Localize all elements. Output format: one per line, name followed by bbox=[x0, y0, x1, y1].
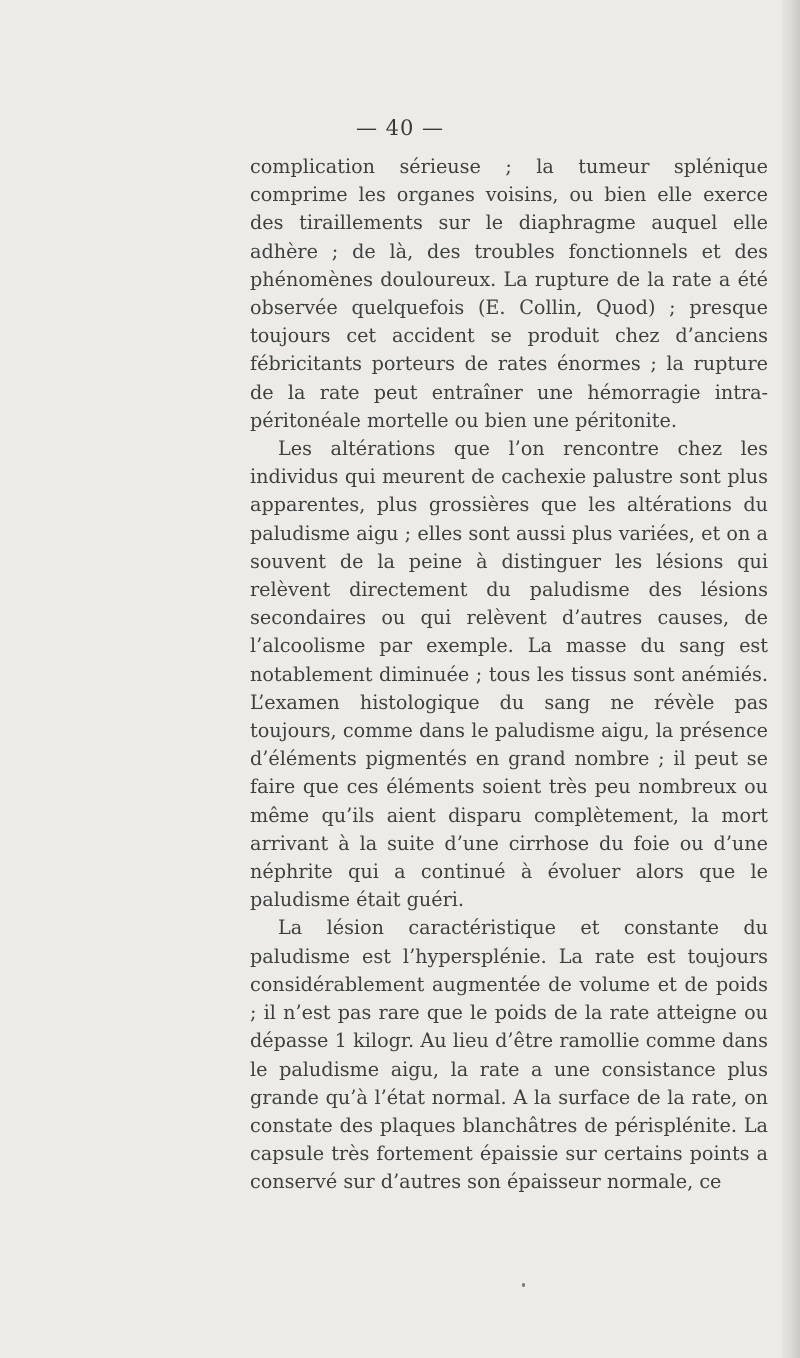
paper-speck bbox=[522, 1283, 525, 1287]
paragraph-cachexie: Les altérations que l’on rencontre chez les individus qui meurent de cachexie palustre sont plus apparentes, plus grossières que les altérations du paludisme aigu ; elles sont aussi plus variées, et on a souvent de la peine à distinguer les lésions qui relèvent directement du paludisme des lésions secondaires ou qui relèvent d’autres causes, de l’alcoolisme par exemple. La masse du sang est notablement diminuée ; tous les tissus sont anémiés. L’examen histologique du sang ne révèle pas toujours, comme dans le paludisme aigu, la présence d’éléments pigmentés en grand nombre ; il peut se faire que ces éléments soient très peu nombreux ou même qu’ils aient disparu complètement, la mort arrivant à la suite d’une cirrhose du foie ou d’une néphrite qui a continué à évoluer alors que le paludisme était guéri. bbox=[250, 437, 768, 912]
body-text bbox=[250, 153, 768, 1197]
paragraph-continuation: complication sérieuse ; la tumeur splénique comprime les organes voisins, ou bien elle exerce des tiraillements sur le diaphragme auquel elle adhère ; de là, des troubles fonctionnels et des phénomènes douloureux. La rupture de la rate a été observée quelquefois (E. Collin, Quod) ; presque toujours cet accident se produit chez d’anciens fébricitants porteurs de rates énormes ; la rupture de la rate peut entraîner une hémorragie intra-péritonéale mortelle ou bien une péritonite. bbox=[250, 155, 768, 432]
page-number: — 40 — bbox=[355, 116, 445, 140]
page-edge-shadow bbox=[782, 0, 800, 1358]
paragraph-hypersplenie: La lésion caractéristique et constante du paludisme est l’hypersplénie. La rate est toujours considérablement augmentée de volume et de poids ; il n’est pas rare que le poids de la rate atteigne ou dépasse 1 kilogr. Au lieu d’être ramollie comme dans le paludisme aigu, la rate a une consistance plus grande qu’à l’état normal. A la surface de la rate, on constate des plaques blanchâtres de périsplénite. La capsule très fortement épaissie sur certains points a conservé sur d’autres son épaisseur normale, ce bbox=[250, 916, 768, 1194]
